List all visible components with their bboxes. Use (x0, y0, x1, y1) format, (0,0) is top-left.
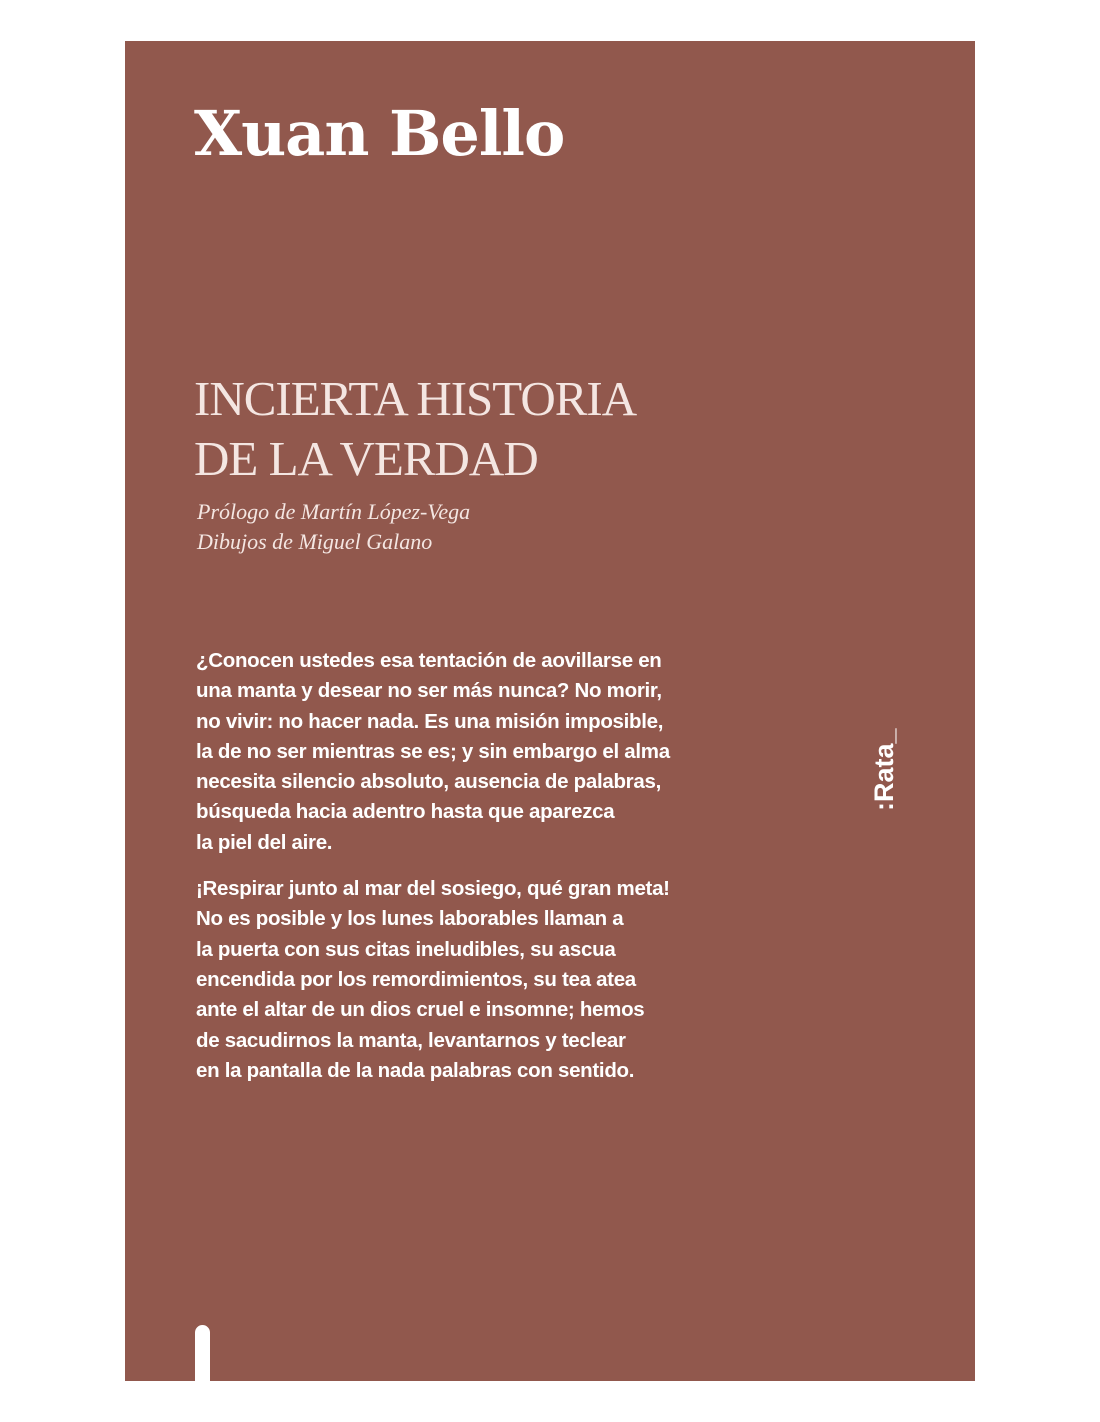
book-credits (197, 497, 470, 557)
book-back-cover (125, 41, 975, 1381)
blurb-line: una manta y desear no ser más nunca? No morir, (196, 679, 662, 703)
blurb-line: No es posible y los lunes laborables llaman a (196, 907, 624, 931)
prologue-credit: Prólogo de Martín López-Vega (197, 499, 471, 524)
blurb-line: la puerta con sus citas ineludibles, su ascua (196, 937, 616, 961)
book-title (194, 369, 636, 489)
blurb-line: la piel del aire. (196, 830, 333, 854)
blurb-line: ¡Respirar junto al mar del sosiego, qué gran meta! (196, 877, 670, 901)
blurb-line: la de no ser mientras se es; y sin embargo el alma (196, 739, 670, 763)
blurb-line: búsqueda hacia adentro hasta que aparezca (196, 800, 615, 824)
blurb-line: necesita silencio absoluto, ausencia de palabras, (196, 770, 661, 794)
blurb-text (196, 646, 786, 1086)
blurb-line: ante el altar de un dios cruel e insomne; hemos (196, 998, 645, 1022)
blurb-paragraph-2 (196, 874, 786, 1086)
illustrations-credit: Dibujos de Miguel Galano (197, 529, 433, 554)
blurb-line: no vivir: no hacer nada. Es una misión imposible, (196, 709, 664, 733)
blurb-paragraph-1 (196, 646, 786, 858)
publisher-logo: :Rata_ (869, 728, 899, 811)
blurb-line: encendida por los remordimientos, su tea atea (196, 967, 636, 991)
blurb-line: en la pantalla de la nada palabras con sentido. (196, 1058, 635, 1082)
spine-mark-icon (195, 1325, 210, 1381)
blurb-line: de sacudirnos la manta, levantarnos y teclear (196, 1028, 626, 1052)
book-title-line: DE LA VERDAD (194, 431, 538, 486)
author-name: Xuan Bello (194, 97, 565, 170)
book-title-line: INCIERTA HISTORIA (194, 371, 637, 426)
blurb-line: ¿Conocen ustedes esa tentación de aovillarse en (196, 649, 662, 672)
